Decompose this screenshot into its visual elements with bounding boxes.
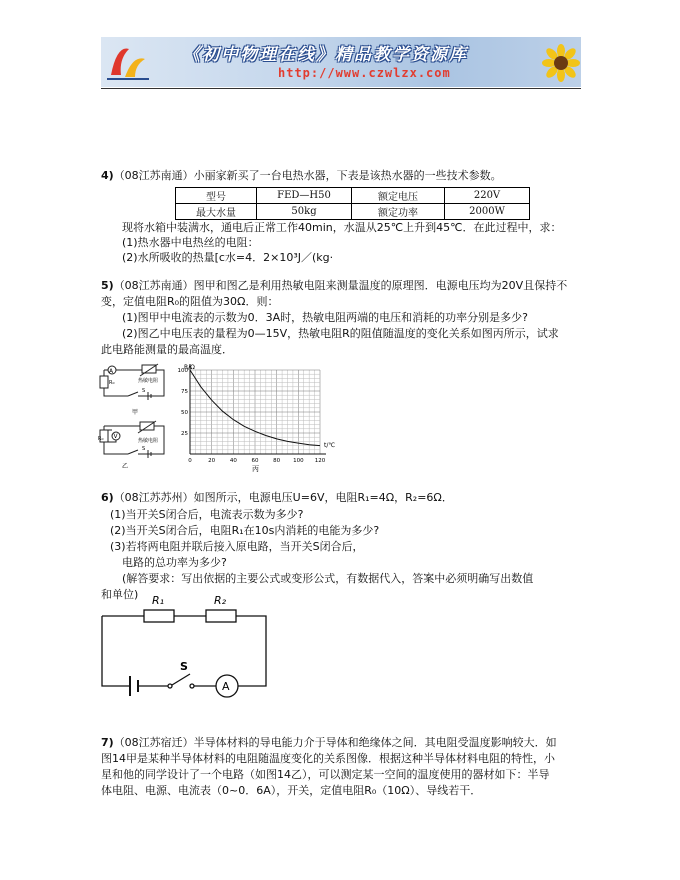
thermistor-label: 热敏电阻	[138, 438, 159, 444]
table-cell: FED—H50	[257, 188, 352, 204]
switch-label: S	[142, 446, 146, 452]
chart-x-tick-label: 20	[208, 458, 216, 464]
sunflower-icon	[541, 43, 581, 83]
fig-bing-label: 丙	[252, 465, 259, 473]
chart-y-tick-label: 75	[181, 389, 188, 395]
table-cell: 2000W	[445, 204, 530, 220]
ammeter-label: A	[109, 368, 114, 375]
site-url[interactable]: http://www.czwlzx.com	[278, 66, 451, 80]
q7-line1-text: （08江苏宿迁）半导体材料的导电能力介于导体和绝缘体之间．其电阻受温度影响较大．如	[113, 736, 557, 749]
header-banner	[101, 37, 581, 87]
q5-number: 5)	[101, 279, 114, 292]
q5-line1	[101, 278, 567, 294]
table-row	[176, 188, 530, 204]
q6-intro-text: （08江苏苏州）如图所示，电源电压U=6V，电阻R₁=4Ω，R₂=6Ω．	[113, 491, 453, 504]
q4-line2: (1)热水器中电热丝的电阻：	[122, 236, 259, 249]
q4-intro	[101, 168, 502, 184]
q7-line1	[101, 735, 557, 751]
table-cell: 最大水量	[176, 204, 257, 220]
logo-icon	[105, 41, 151, 83]
chart-ylabel: R/Ω	[184, 364, 195, 371]
q7-line3: 星和他的同学设计了一个电路（如图14乙），可以测定某一空间的温度使用的器材如下：半导	[101, 768, 550, 781]
circuit-yi	[98, 420, 170, 472]
q6-line2: (2)当开关S闭合后，电阻R₁在10s内消耗的电能为多少?	[110, 524, 380, 537]
circuit-q6	[98, 592, 274, 704]
q6-line5: (解答要求：写出依据的主要公式或变形公式，有数据代入，答案中必须明确写出数值	[122, 572, 534, 585]
header-rule	[101, 88, 581, 89]
table-cell: 220V	[445, 188, 530, 204]
table-cell: 额定功率	[352, 204, 445, 220]
q4-line3: (2)水所吸收的热量[c水=4．2×10³J／(kg·	[122, 251, 334, 264]
q5-line5: 此电路能测量的最高温度．	[101, 343, 233, 356]
chart-x-tick-label: 0	[188, 458, 192, 464]
chart-xlabel: t/℃	[324, 442, 336, 449]
q5-line3: (1)图甲中电流表的示数为0．3A时，热敏电阻两端的电压和消耗的功率分别是多少?	[122, 311, 528, 324]
r1-label: R₁	[152, 594, 165, 607]
q7-line4: 体电阻、电源、电流表（0~0．6A），开关，定值电阻R₀（10Ω）、导线若干．	[101, 784, 482, 797]
chart-grid	[190, 370, 320, 454]
chart-bing	[172, 360, 342, 476]
thermistor-label: 热敏电阻	[138, 378, 159, 384]
table-cell: 50kg	[257, 204, 352, 220]
table-cell: 额定电压	[352, 188, 445, 204]
switch-label: S	[180, 660, 188, 673]
fig-jia-label: 甲	[132, 409, 139, 416]
q5-line2: 变，定值电阻R₀的阻值为30Ω．则：	[101, 295, 279, 308]
chart-x-tick-label: 60	[251, 458, 259, 464]
chart-y-tick-label: 50	[181, 410, 188, 416]
chart-x-tick-label: 80	[273, 458, 281, 464]
q4-intro-text: （08江苏南通）小丽家新买了一台电热水器，下表是该热水器的一些技术参数。	[113, 169, 502, 182]
chart-axes	[190, 364, 326, 454]
chart-y-tick-label: 25	[181, 431, 188, 437]
r2-label: R₂	[214, 594, 227, 607]
circuit-jia	[98, 362, 170, 416]
q6-line3: (3)若将两电阻并联后接入原电路，当开关S闭合后，	[110, 540, 364, 553]
q6-line6: 和单位)	[101, 588, 139, 601]
r0-label: R₀	[109, 380, 115, 386]
chart-x-tick-label: 40	[229, 458, 237, 464]
spec-table	[175, 187, 530, 220]
chart-y-tick-label: 100	[177, 368, 188, 374]
q7-number: 7)	[101, 736, 114, 749]
q6-line1: (1)当开关S闭合后，电流表示数为多少?	[110, 508, 304, 521]
q5-line1-text: （08江苏南通）图甲和图乙是利用热敏电阻来测量温度的原理图．电源电压均为20V且保持不	[113, 279, 568, 292]
fig-yi-label: 乙	[122, 463, 129, 470]
q4-number: 4)	[101, 169, 114, 182]
table-cell: 型号	[176, 188, 257, 204]
table-row	[176, 204, 530, 220]
q6-intro	[101, 490, 453, 506]
switch-label: S	[142, 388, 146, 394]
q5-line4: (2)图乙中电压表的量程为0—15V，热敏电阻R的阻值随温度的变化关系如图丙所示，试求	[122, 327, 559, 340]
ammeter-label: A	[222, 680, 230, 693]
site-title: 《初中物理在线》精品教学资源库	[183, 45, 468, 65]
chart-x-tick-label: 120	[314, 458, 326, 464]
q7-line2: 图14甲是某种半导体材料的电阻随温度变化的关系图像．根据这种半导体材料电阻的特性，小	[101, 752, 555, 765]
q4-line1: 现将水箱中装满水，通电后正常工作40min，水温从25℃上升到45℃．在此过程中，求：	[122, 221, 562, 234]
q6-line4: 电路的总功率为多少?	[122, 556, 227, 569]
chart-x-tick-label: 100	[293, 458, 304, 464]
q6-number: 6)	[101, 491, 114, 504]
voltmeter-label: V	[113, 433, 118, 440]
r0-label: R₀	[98, 436, 104, 442]
